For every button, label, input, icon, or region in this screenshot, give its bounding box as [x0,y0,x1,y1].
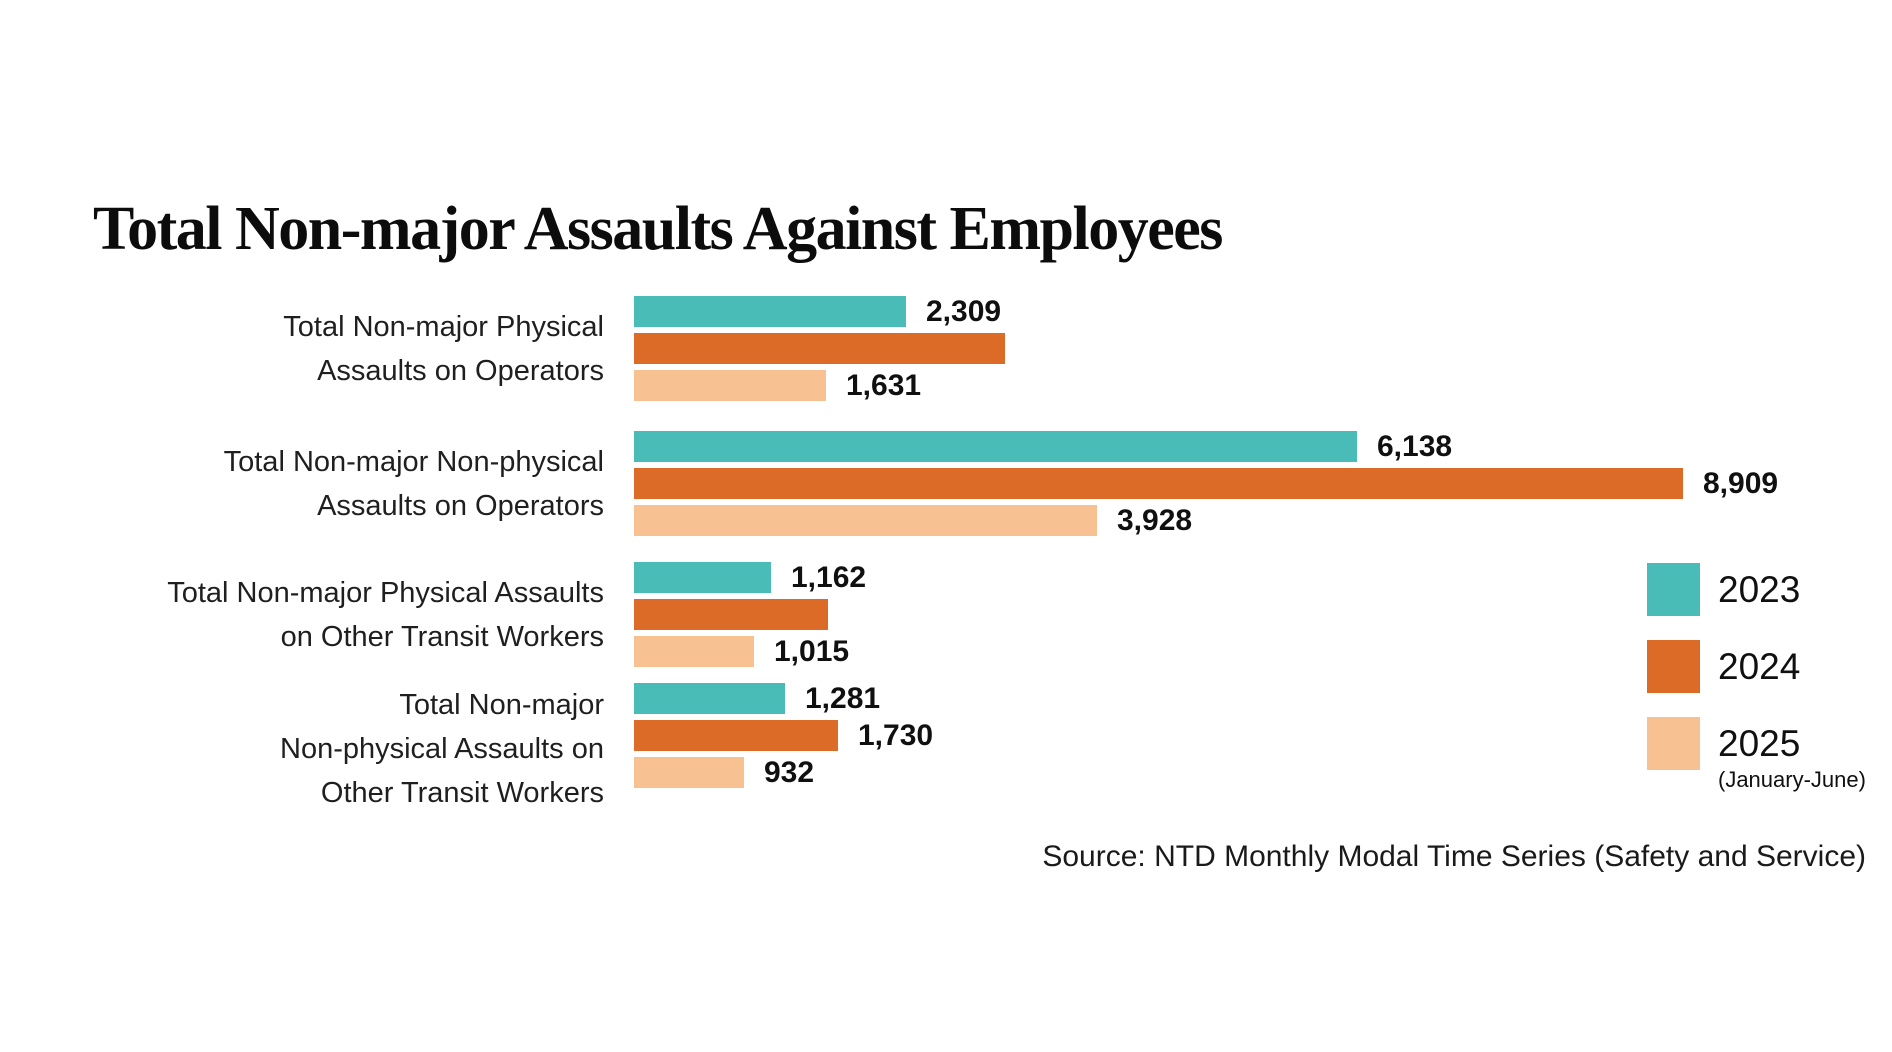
chart-row [80,431,1778,536]
legend-text [1718,563,1800,616]
category-label-line: Non-physical Assaults on [280,733,604,765]
bar-2024 [634,468,1683,499]
value-label: 2,309 [926,294,1002,328]
bar-group [620,431,1778,536]
bar-line [634,468,1778,499]
category-label [80,571,620,659]
category-label [80,440,620,528]
chart-row [80,296,1778,401]
bar-2025 [634,636,754,667]
legend-text [1718,640,1800,693]
bar-2023 [634,431,1357,462]
bar-line [634,599,866,630]
value-label: 6,138 [1377,429,1453,463]
legend-sublabel: (January-June) [1718,767,1866,792]
bar-2024 [634,333,1005,364]
legend [1647,563,1866,792]
category-label-line: Total Non-major Physical [283,310,604,343]
category-label [80,683,620,815]
bar-group [620,683,933,815]
chart-row [80,562,1778,667]
category-label-line: Total Non-major Non-physical [223,445,604,478]
legend-label: 2023 [1718,569,1801,610]
bar-line [634,720,933,751]
bar-2025 [634,757,744,788]
bar-2023 [634,683,785,714]
category-label [80,305,620,393]
bar-line [634,296,1005,327]
bar-2024 [634,720,838,751]
bar-line [634,431,1778,462]
bar-chart [80,296,1778,815]
legend-item-2023 [1647,563,1866,616]
bar-line [634,505,1778,536]
value-label: 1,631 [846,368,922,402]
value-label: 1,015 [774,634,850,668]
bar-2025 [634,370,826,401]
bar-line [634,683,933,714]
category-label-line: Total Non-major [399,689,604,721]
bar-line [634,333,1005,364]
bar-2024 [634,599,828,630]
legend-swatch-2024 [1647,640,1700,693]
legend-label: 2025 [1718,723,1801,764]
category-label-line: Assaults on Operators [317,489,604,522]
value-label: 932 [764,755,815,789]
value-label: 3,928 [1117,503,1193,537]
legend-swatch-2023 [1647,563,1700,616]
category-label-line: Other Transit Workers [320,777,604,809]
chart-title: Total Non-major Assaults Against Employees [93,195,1222,263]
bar-group [620,562,866,667]
value-label: 1,162 [791,560,867,594]
legend-label: 2024 [1718,646,1801,687]
legend-swatch-2025 [1647,717,1700,770]
category-label-line: on Other Transit Workers [280,620,604,653]
source-note: Source: NTD Monthly Modal Time Series (Safety and Service) [1042,840,1866,873]
bar-2023 [634,296,906,327]
bar-line [634,757,933,788]
bar-2025 [634,505,1097,536]
bar-line [634,562,866,593]
category-label-line: Assaults on Operators [317,354,604,387]
value-label: 1,281 [805,681,881,715]
category-label-line: Total Non-major Physical Assaults [167,576,604,609]
chart-row [80,683,1778,815]
value-label: 8,909 [1703,466,1779,500]
legend-text [1718,717,1866,792]
bar-2023 [634,562,771,593]
bar-group [620,296,1005,401]
value-label: 1,730 [858,718,934,752]
legend-item-2024 [1647,640,1866,693]
bar-line [634,636,866,667]
bar-line [634,370,1005,401]
legend-item-2025 [1647,717,1866,792]
